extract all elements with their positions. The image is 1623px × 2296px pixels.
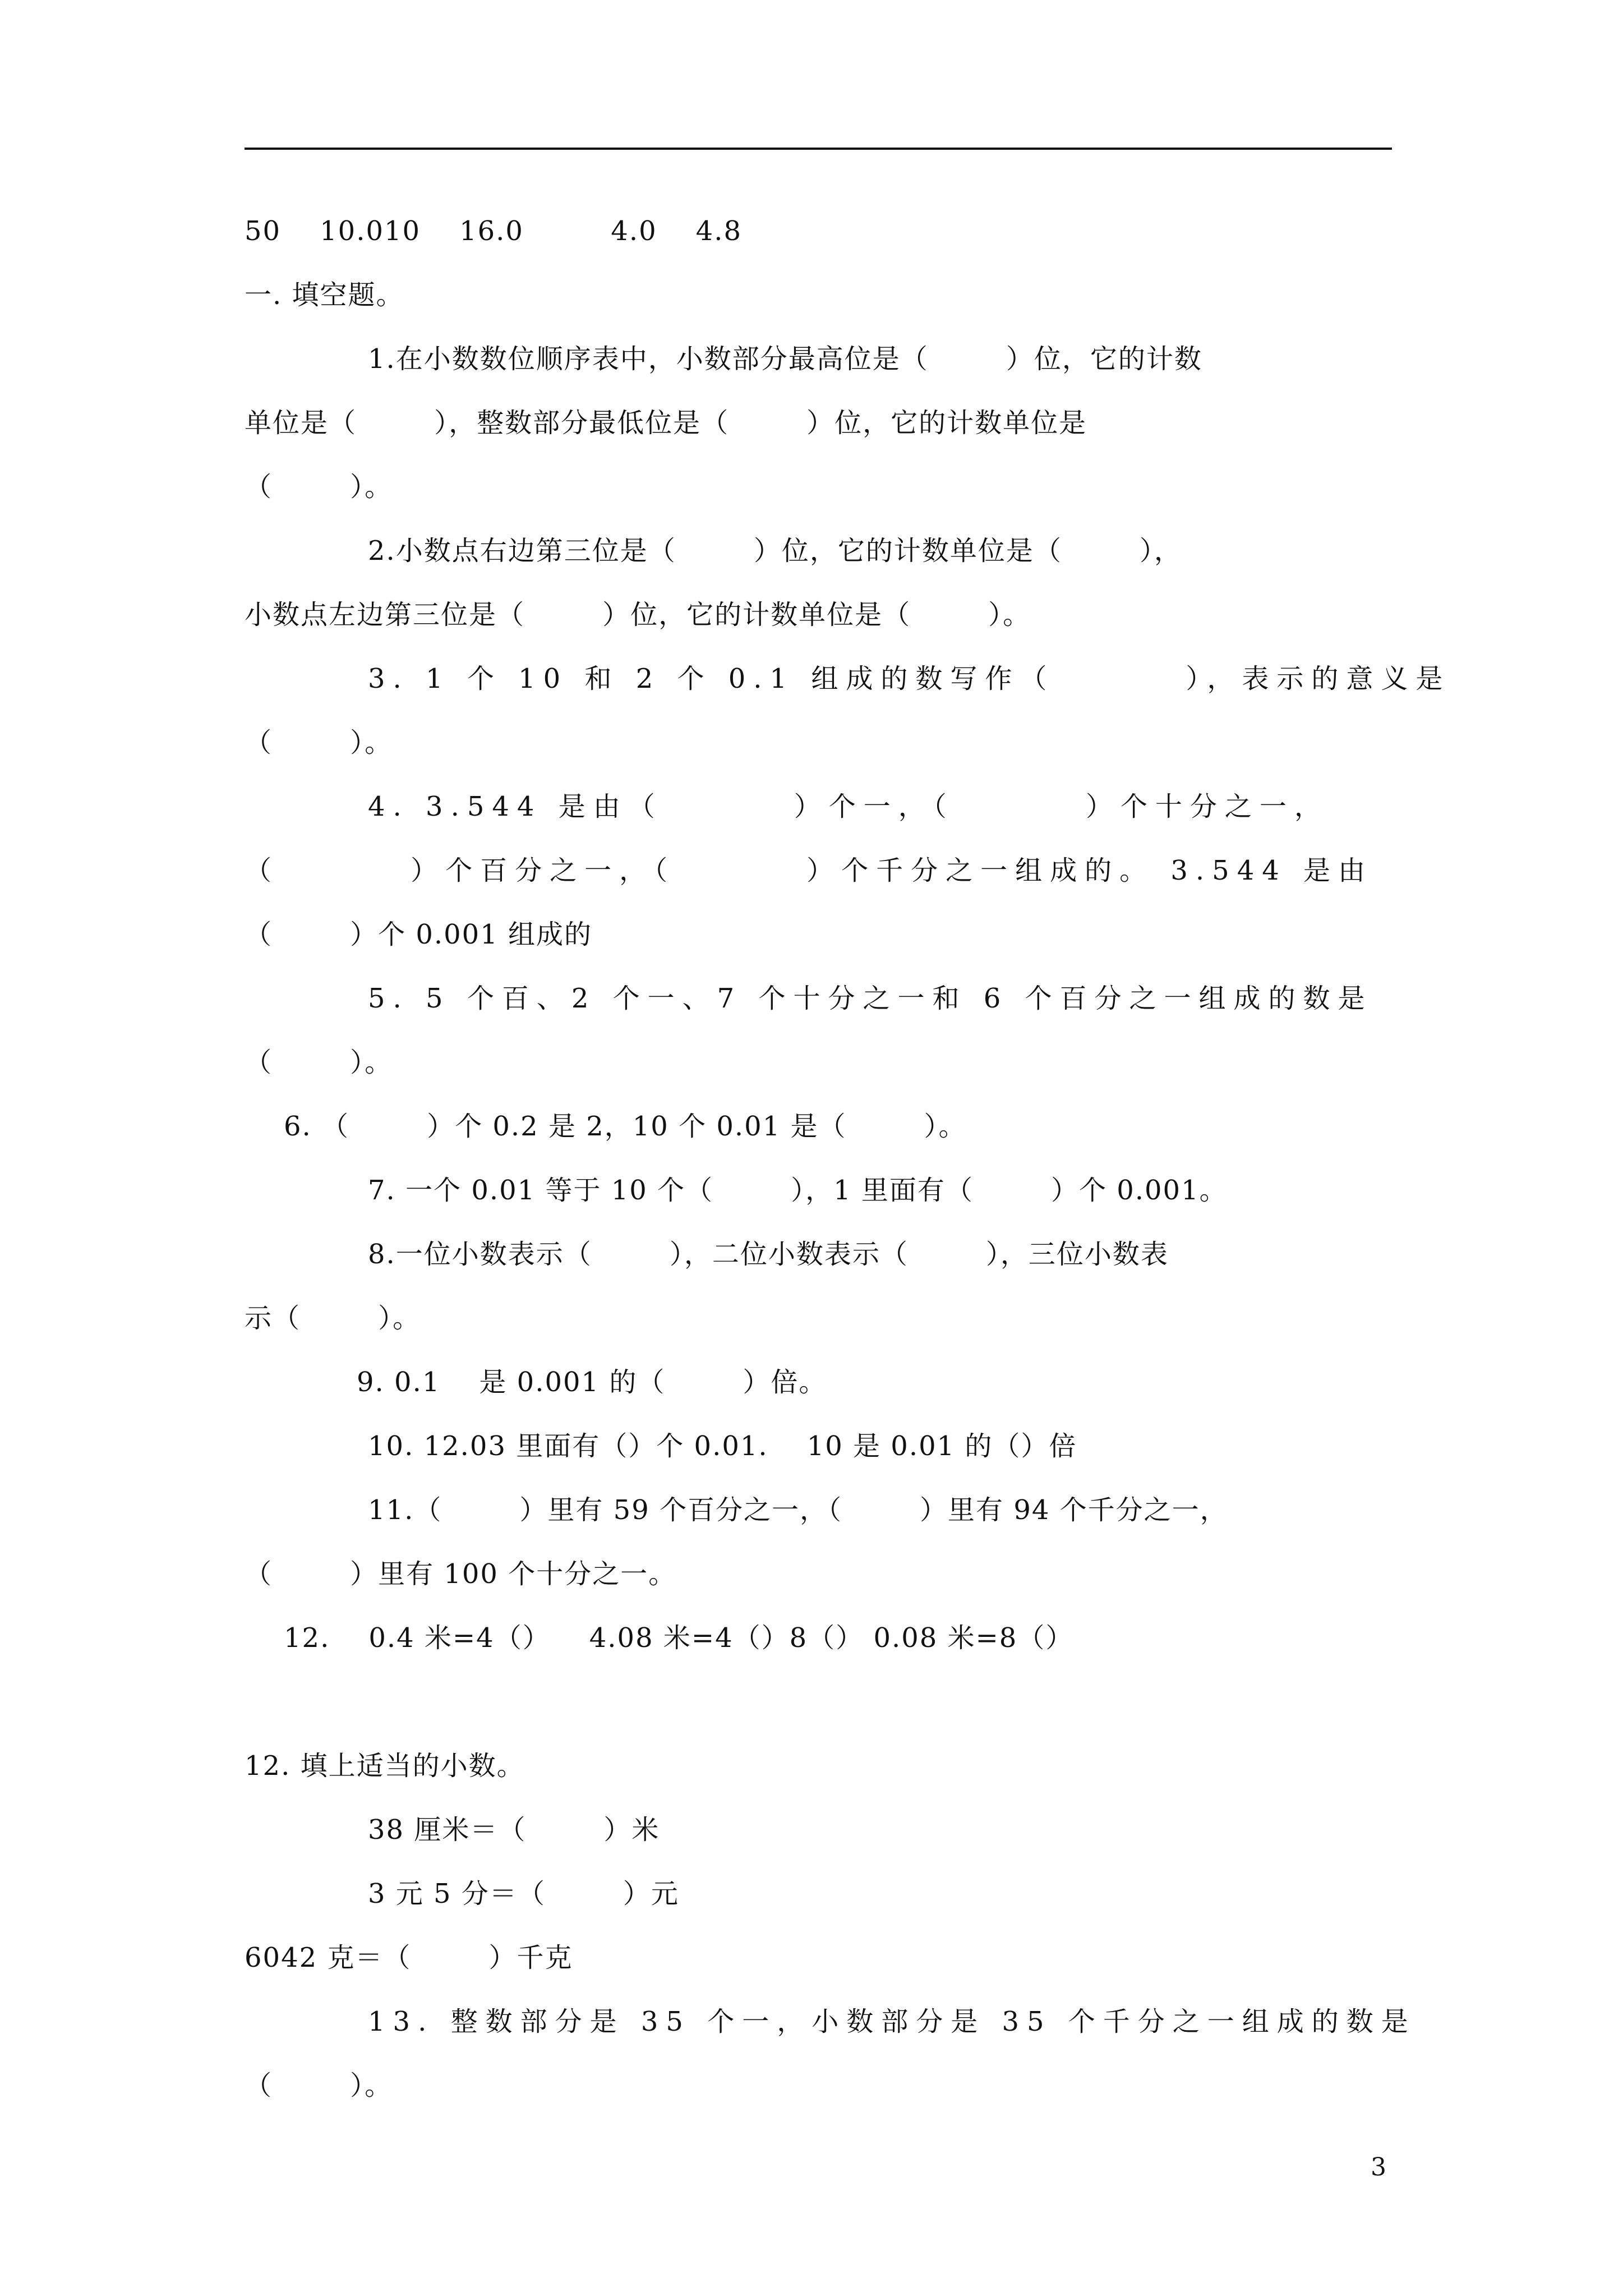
question-4-line-3: （ ）个 0.001 组成的: [245, 919, 592, 950]
question-2-line-2: 小数点左边第三位是（ ）位，它的计数单位是（ ）。: [245, 599, 1031, 631]
question-4-line-1: 4. 3.544 是由（ ）个一，（ ）个十分之一，: [368, 791, 1329, 822]
question-8-line-1: 8.一位小数表示（ ），二位小数表示（ ），三位小数表: [368, 1239, 1169, 1270]
question-9-line-1: 9. 0.1 是 0.001 的（ ）倍。: [357, 1366, 827, 1398]
question-8-line-2: 示（ ）。: [245, 1303, 421, 1334]
question-12-item-3: 6042 克＝（ ）千克: [245, 1942, 573, 1973]
question-12-item-2: 3 元 5 分＝（ ）元: [368, 1878, 679, 1910]
question-12-conversion-line: 12. 0.4 米=4（） 4.08 米=4（）8（） 0.08 米=8（）: [284, 1622, 1074, 1654]
question-5-line-1: 5. 5 个百、2 个一、7 个十分之一和 6 个百分之一组成的数是: [368, 983, 1373, 1014]
question-11-line-1: 11.（ ）里有 59 个百分之一，（ ）里有 94 个千分之一，: [368, 1494, 1228, 1526]
question-1-line-2: 单位是（ ），整数部分最低位是（ ）位，它的计数单位是: [245, 407, 1087, 439]
question-12-title: 12. 填上适当的小数。: [245, 1750, 525, 1782]
question-12-item-1: 38 厘米＝（ ）米: [368, 1814, 660, 1846]
question-13-line-1: 13. 整数部分是 35 个一，小数部分是 35 个千分之一组成的数是: [368, 2006, 1416, 2037]
header-rule: [245, 148, 1392, 150]
question-5-line-2: （ ）。: [245, 1047, 393, 1078]
question-1-line-1: 1.在小数数位顺序表中，小数部分最高位是（ ）位，它的计数: [368, 343, 1202, 375]
question-13-line-2: （ ）。: [245, 2070, 393, 2101]
question-11-line-2: （ ）里有 100 个十分之一。: [245, 1558, 677, 1590]
question-10-line-1: 10. 12.03 里面有（）个 0.01. 10 是 0.01 的（）倍: [368, 1430, 1077, 1462]
answer-values-line: 50 10.010 16.0 4.0 4.8: [245, 215, 742, 247]
question-2-line-1: 2.小数点右边第三位是（ ）位，它的计数单位是（ ），: [368, 535, 1182, 567]
question-6-line-1: 6. （ ）个 0.2 是 2，10 个 0.01 是（ ）。: [284, 1111, 967, 1142]
question-7-line-1: 7. 一个 0.01 等于 10 个（ ），1 里面有（ ）个 0.001。: [368, 1175, 1228, 1206]
question-1-line-3: （ ）。: [245, 471, 393, 503]
question-4-line-2: （ ）个百分之一，（ ）个千分之一组成的。 3.544 是由: [245, 855, 1373, 886]
section-title: 一. 填空题。: [245, 279, 404, 311]
question-3-line-2: （ ）。: [245, 727, 393, 758]
page-number: 3: [1371, 2153, 1386, 2182]
question-3-line-1: 3. 1 个 10 和 2 个 0.1 组成的数写作（ ），表示的意义是: [368, 663, 1451, 694]
